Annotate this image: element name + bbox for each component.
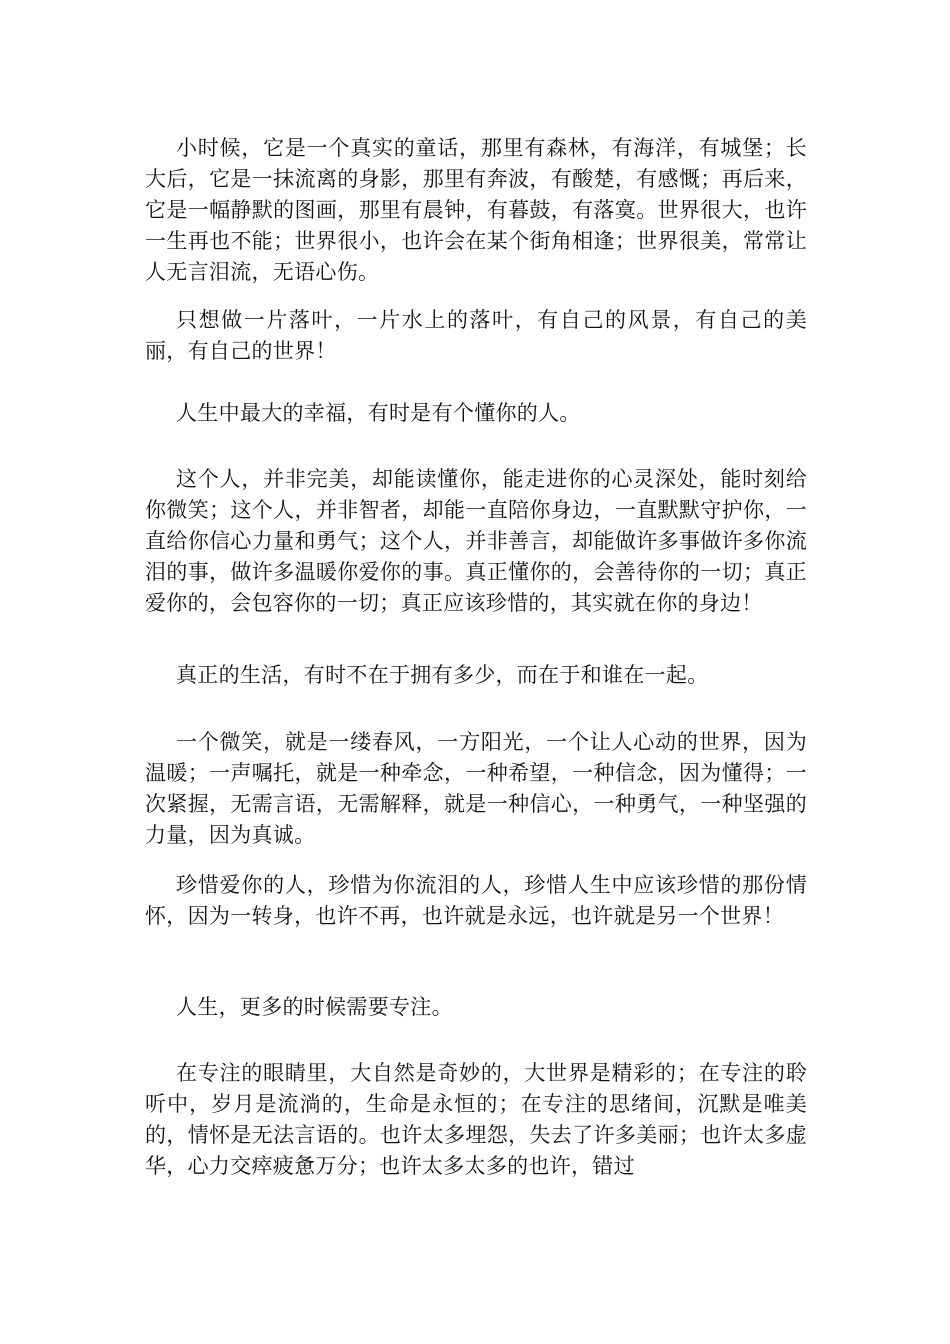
paragraph-focus: 人生，更多的时候需要专注。 <box>176 995 453 1019</box>
paragraph-understanding-person: 这个人，并非完美，却能读懂你，能走进你的心灵深处，能时刻给你微笑；这个人，并非智者，却能一直陪你身边，一直默默守护你，一直给你信心力量和勇气；这个人，并非善言，却能做许多事做许多你流泪的事，做许多温暖你爱你的事。真正懂你的，会善待你的一切；真正爱你的，会包容你的一切；真正应该珍惜的，其实就在你的身边！ <box>145 467 807 615</box>
paragraph-smile: 一个微笑，就是一缕春风，一方阳光，一个让人心动的世界，因为温暖；一声嘱托，就是一种牵念，一种希望，一种信念，因为懂得；一次紧握，无需言语，无需解释，就是一种信心，一种勇气，一种坚强的力量，因为真诚。 <box>145 730 807 847</box>
paragraph-falling-leaf: 只想做一片落叶，一片水上的落叶，有自己的风景，有自己的美丽，有自己的世界！ <box>145 308 807 363</box>
paragraph-focused-eyes: 在专注的眼睛里，大自然是奇妙的，大世界是精彩的；在专注的聆听中，岁月是流淌的，生命是永恒的；在专注的思绪间，沉默是唯美的，情怀是无法言语的。也许太多埋怨，失去了许多美丽；也许太多虚华，心力交瘁疲惫万分；也许太多太多的也许，错过 <box>145 1061 807 1178</box>
paragraph-happiness: 人生中最大的幸福，有时是有个懂你的人。 <box>176 401 581 425</box>
paragraph-cherish: 珍惜爱你的人，珍惜为你流泪的人，珍惜人生中应该珍惜的那份情怀，因为一转身，也许不再，也许就是永远，也许就是另一个世界！ <box>145 873 807 928</box>
paragraph-real-life: 真正的生活，有时不在于拥有多少，而在于和谁在一起。 <box>176 663 709 687</box>
paragraph-childhood: 小时候，它是一个真实的童话，那里有森林，有海洋，有城堡；长大后，它是一抹流离的身影，那里有奔波，有酸楚，有感慨；再后来，它是一幅静默的图画，那里有晨钟，有暮鼓，有落寞。世界很大，也许一生再也不能；世界很小，也许会在某个街角相逢；世界很美，常常让人无言泪流，无语心伤。 <box>145 136 807 284</box>
